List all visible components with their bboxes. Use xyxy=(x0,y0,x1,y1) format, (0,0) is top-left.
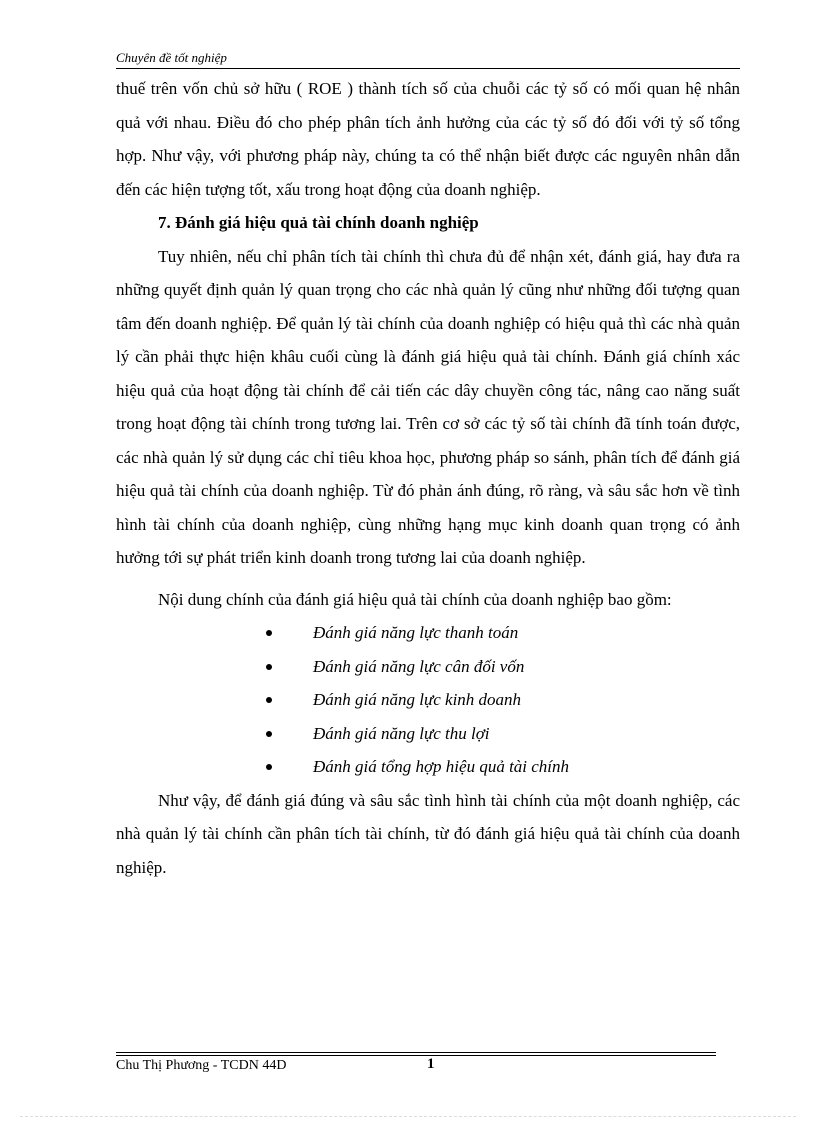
section-heading: 7. Đánh giá hiệu quả tài chính doanh nghiệp xyxy=(158,213,479,232)
page-edge xyxy=(20,1116,796,1117)
page-number: 1 xyxy=(427,1056,435,1072)
bullet-icon xyxy=(266,731,272,737)
footer-divider xyxy=(116,1055,716,1056)
bullet-icon xyxy=(266,764,272,770)
bullet-icon xyxy=(266,697,272,703)
page-body xyxy=(116,72,740,884)
list-item: Đánh giá năng lực thu lợi xyxy=(116,717,740,751)
list-item: Đánh giá năng lực cân đối vốn xyxy=(116,650,740,684)
paragraph-evaluation: Tuy nhiên, nếu chỉ phân tích tài chính thì chưa đủ để nhận xét, đánh giá, hay đưa ra những quyết định quản lý quan trọng cho các nhà quản lý cũng như những đối tượng quan tâm đến doanh nghiệp. Để quản lý tài chính của doanh nghiệp có hiệu quả thì các nhà quản lý cần phải thực hiện khâu cuối cùng là đánh giá hiệu quả tài chính. Đánh giá chính xác hiệu quả của hoạt động tài chính để cải tiến các dây chuyền công tác, nâng cao năng suất trong hoạt động tài chính trong tương lai. Trên cơ sở các tỷ số tài chính đã tính toán được, các nhà quản lý sử dụng các chỉ tiêu khoa học, phương pháp so sánh, phân tích để đánh giá hiệu quả tài chính của doanh nghiệp. Từ đó phản ánh đúng, rõ ràng, và sâu sắc hơn về tình hình tài chính của doanh nghiệp, cùng những hạng mục kinh doanh quan trọng có ảnh hưởng tới sự phát triển kinh doanh trong tương lai của doanh nghiệp. xyxy=(116,246,740,567)
footer-author: Chu Thị Phương - TCDN 44D xyxy=(116,1058,287,1073)
bullet-icon xyxy=(266,630,272,636)
footer-divider xyxy=(116,1052,716,1053)
bullet-icon xyxy=(266,664,272,670)
list-item: Đánh giá năng lực thanh toán xyxy=(116,616,740,650)
paragraph-roe: thuế trên vốn chủ sở hữu ( ROE ) thành tích số của chuỗi các tỷ số có mối quan hệ nhân quả với nhau. Điều đó cho phép phân tích ảnh hưởng của các tỷ số đó đối với tỷ số tổng hợp. Như vậy, với phương pháp này, chúng ta có thể nhận biết được các nguyên nhân dẫn đến các hiện tượng tốt, xấu trong hoạt động của doanh nghiệp. xyxy=(116,79,740,199)
running-header: Chuyên đề tốt nghiệp xyxy=(116,50,227,65)
header-divider xyxy=(116,68,740,69)
list-item: Đánh giá năng lực kinh doanh xyxy=(116,683,740,717)
paragraph-conclusion: Như vậy, để đánh giá đúng và sâu sắc tình hình tài chính của một doanh nghiệp, các nhà quản lý tài chính cần phân tích tài chính, từ đó đánh giá hiệu quả tài chính của doanh nghiệp. xyxy=(116,790,740,877)
list-item: Đánh giá tổng hợp hiệu quả tài chính xyxy=(116,750,740,784)
evaluation-list xyxy=(116,616,740,784)
paragraph-main-content: Nội dung chính của đánh giá hiệu quả tài chính của doanh nghiệp bao gồm: xyxy=(158,589,672,609)
